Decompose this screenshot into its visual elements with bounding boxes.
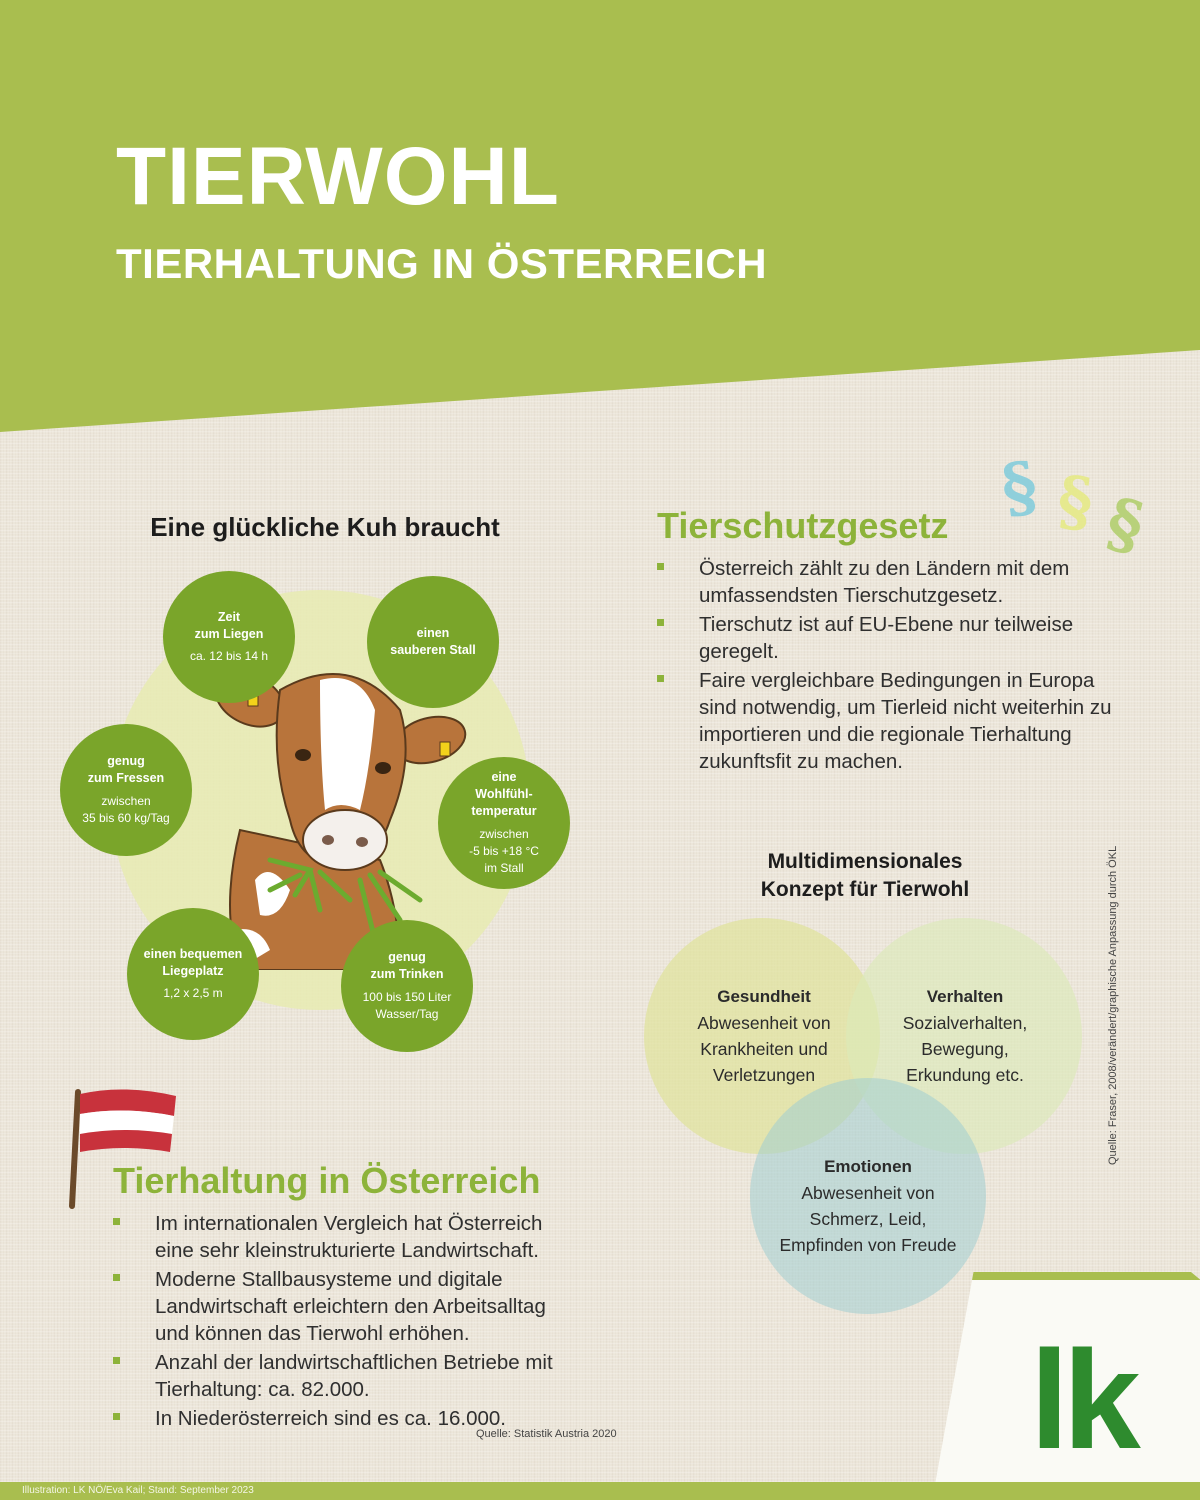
need-title: genug zum Trinken [370, 950, 444, 982]
footer-credit: Illustration: LK NÖ/Eva Kail; Stand: September 2023 [22, 1485, 254, 1496]
tierhaltung-heading: Tierhaltung in Österreich [113, 1160, 541, 1201]
list-item [113, 1210, 583, 1264]
venn-label: Verhalten [926, 987, 1004, 1006]
bullet-text: Moderne Stallbausysteme und digitale Landwirtschaft erleichtern den Arbeitsalltag und können das Tierwohl erhöhen. [155, 1268, 546, 1346]
bullet-text: Anzahl der landwirtschaftlichen Betriebe mit Tierhaltung: ca. 82.000. [155, 1351, 553, 1402]
need-title: genug zum Fressen [87, 754, 165, 786]
cow-heading: Eine glückliche Kuh braucht [150, 512, 500, 542]
need-circle-fressen [60, 724, 192, 856]
need-circle-liegen [163, 571, 295, 703]
need-circle-liegeplatz [127, 908, 259, 1040]
need-title: einen sauberen Stall [390, 626, 476, 657]
venn-text-verhalten [880, 984, 1050, 1088]
venn-description: Abwesenheit von Krankheiten und Verletzungen [697, 1012, 831, 1085]
bullet-text: Österreich zählt zu den Ländern mit dem umfassendsten Tierschutzgesetz. [699, 557, 1070, 608]
page-subtitle: TIERHALTUNG IN ÖSTERREICH [116, 240, 768, 287]
cow-needs-area [60, 550, 600, 1050]
tierschutz-heading: Tierschutzgesetz [657, 505, 949, 546]
paragraph-sign-yellow: § [1054, 460, 1097, 542]
need-title: einen bequemen Liegeplatz [143, 946, 243, 978]
list-item [113, 1349, 583, 1403]
need-detail: zwischen 35 bis 60 kg/Tag [82, 794, 170, 825]
concept-source: Quelle: Fraser, 2008/verändert/graphische Anpassung durch ÖKL [1107, 845, 1119, 1165]
bullet-text: Faire vergleichbare Bedingungen in Europa sind notwendig, um Tierleid nicht weiterhin zu importieren und die regionale Tierhaltung zukunftsfit zu machen. [699, 669, 1112, 774]
venn-text-gesundheit [664, 984, 864, 1088]
bullet-text: Tierschutz ist auf EU-Ebene nur teilweise geregelt. [699, 613, 1074, 664]
tierschutz-bullets [657, 555, 1127, 777]
venn-label: Gesundheit [717, 987, 811, 1006]
need-title: Zeit zum Liegen [194, 609, 264, 641]
list-item [657, 667, 1127, 775]
lk-logo: lk [1030, 1321, 1135, 1478]
need-detail: 100 bis 150 Liter Wasser/Tag [362, 990, 452, 1021]
list-item [657, 555, 1127, 609]
concept-title [690, 848, 1040, 905]
bullet-text: In Niederösterreich sind es ca. 16.000. [155, 1407, 506, 1431]
venn-text-emotionen [770, 1154, 966, 1258]
venn-description: Abwesenheit von Schmerz, Leid, Empfinden von Freude [779, 1182, 957, 1255]
need-circle-temperatur [438, 757, 570, 889]
list-item [113, 1266, 583, 1347]
need-detail: zwischen -5 bis +18 °C im Stall [469, 827, 539, 875]
venn-label: Emotionen [824, 1157, 912, 1176]
need-circle-stall [367, 576, 499, 708]
venn-description: Sozialverhalten, Bewegung, Erkundung etc. [902, 1012, 1028, 1085]
need-circle-trinken [341, 920, 473, 1052]
concept-title-line1: Multidimensionales [767, 850, 963, 873]
need-detail: ca. 12 bis 14 h [189, 649, 269, 664]
paragraph-sign-blue: § [996, 445, 1042, 529]
page-title: TIERWOHL [116, 131, 560, 222]
bullet-text: Im internationalen Vergleich hat Österreich eine sehr kleinstrukturierte Landwirtschaft. [155, 1212, 543, 1263]
paragraph-sign-green: § [1099, 481, 1152, 567]
list-item [657, 611, 1127, 665]
need-detail: 1,2 x 2,5 m [163, 986, 223, 1001]
tierhaltung-bullets [113, 1210, 583, 1434]
concept-title-line2: Konzept für Tierwohl [760, 878, 970, 902]
need-title: eine Wohlfühl- temperatur [471, 770, 537, 819]
tierhaltung-source: Quelle: Statistik Austria 2020 [476, 1428, 617, 1440]
